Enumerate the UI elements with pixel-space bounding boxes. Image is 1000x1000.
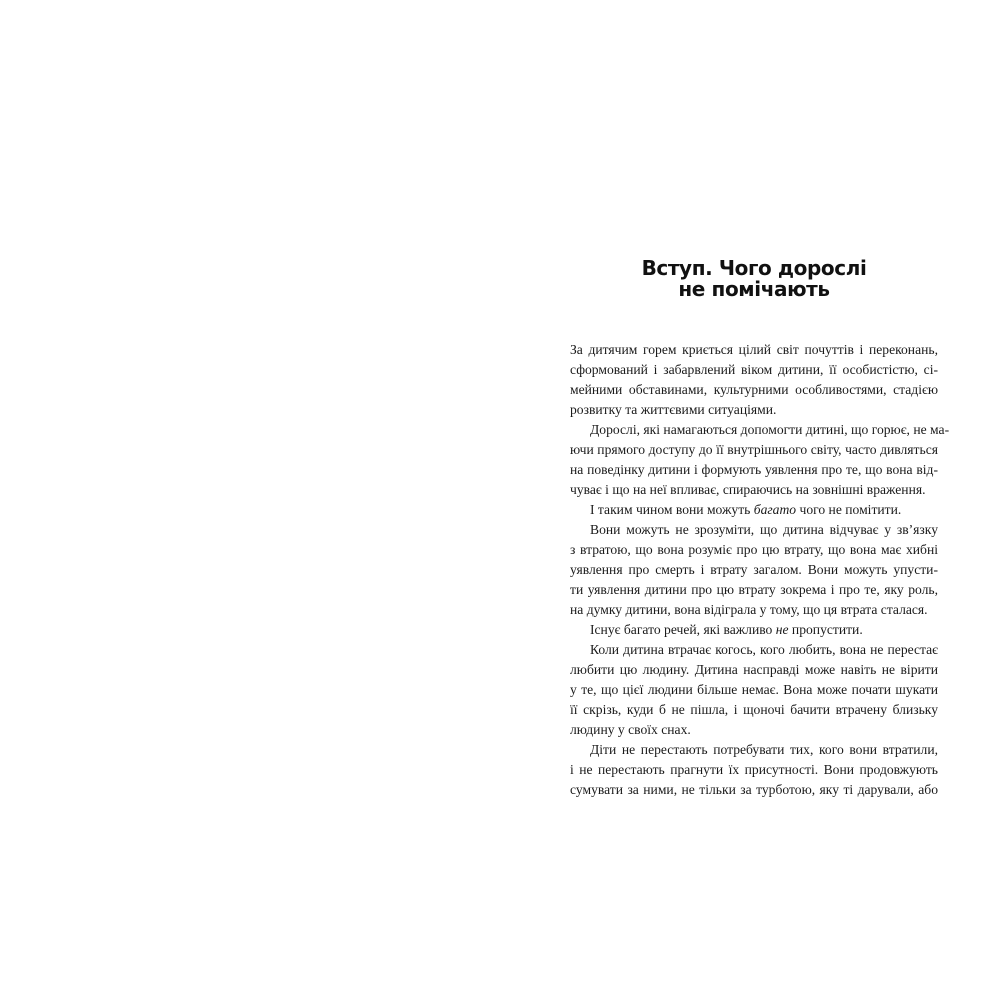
text-segment: пропустити. — [788, 622, 863, 637]
chapter-title-line-2: не помічають — [678, 277, 830, 301]
emphasis-word: не — [775, 622, 789, 637]
text-segment: І таким чином вони можуть — [590, 502, 754, 517]
text-line: чуває і що на неї впливає, спираючись на зовнішні враження. — [570, 482, 926, 497]
emphasis-word: багато — [753, 502, 797, 517]
text-line: уявлення про смерть і втрату загалом. Вони можуть упусти- — [570, 562, 938, 577]
chapter-title — [570, 258, 938, 300]
text-line: Вони можуть не зрозуміти, що дитина відчуває у зв’язку — [590, 522, 938, 537]
text-line: мейними обставинами, культурними особливостями, стадією — [570, 382, 938, 397]
text-line: сформований і забарвлений віком дитини, її особистістю, сі- — [570, 362, 938, 377]
text-line: любити цю людину. Дитина насправді може навіть не вірити — [570, 662, 938, 677]
text-line: розвитку та життєвими ситуаціями. — [570, 402, 777, 417]
text-line: ти уявлення дитини про цю втрату зокрема і про те, яку роль, — [570, 582, 938, 597]
text-line: на думку дитини, вона відіграла у тому, що ця втрата сталася. — [570, 602, 928, 617]
text-segment: Існує багато речей, які важливо — [590, 622, 776, 637]
text-line: сумувати за ними, не тільки за турботою, яку ті дарували, або — [570, 782, 938, 797]
text-line: з втратою, що вона розуміє про цю втрату, що вона має хибні — [570, 542, 938, 557]
text-line: людину у своїх снах. — [570, 722, 691, 737]
text-line: і не перестають прагнути їх присутності. Вони продовжують — [570, 762, 938, 777]
text-line: її скрізь, куди б не пішла, і щоночі бачити втрачену близьку — [570, 702, 938, 717]
text-segment: чого не помітити. — [796, 502, 902, 517]
text-line: Дорослі, які намагаються допомогти дитині, що горює, не ма- — [590, 422, 950, 437]
text-line: За дитячим горем криється цілий світ почуттів і переконань, — [570, 342, 938, 357]
text-line: у те, що цієї людини більше немає. Вона може почати шукати — [570, 682, 938, 697]
text-line: ючи прямого доступу до її внутрішнього світу, часто дивляться — [570, 442, 938, 457]
text-line: на поведінку дитини і формують уявлення про те, що вона від- — [570, 462, 938, 477]
text-line — [570, 620, 938, 640]
chapter-body-text — [570, 340, 950, 800]
text-line: Коли дитина втрачає когось, кого любить, вона не перестає — [590, 642, 938, 657]
text-line: Діти не перестають потребувати тих, кого вони втратили, — [590, 742, 938, 757]
text-line — [570, 500, 938, 520]
chapter-title-line-1: Вступ. Чого дорослі — [641, 256, 867, 280]
